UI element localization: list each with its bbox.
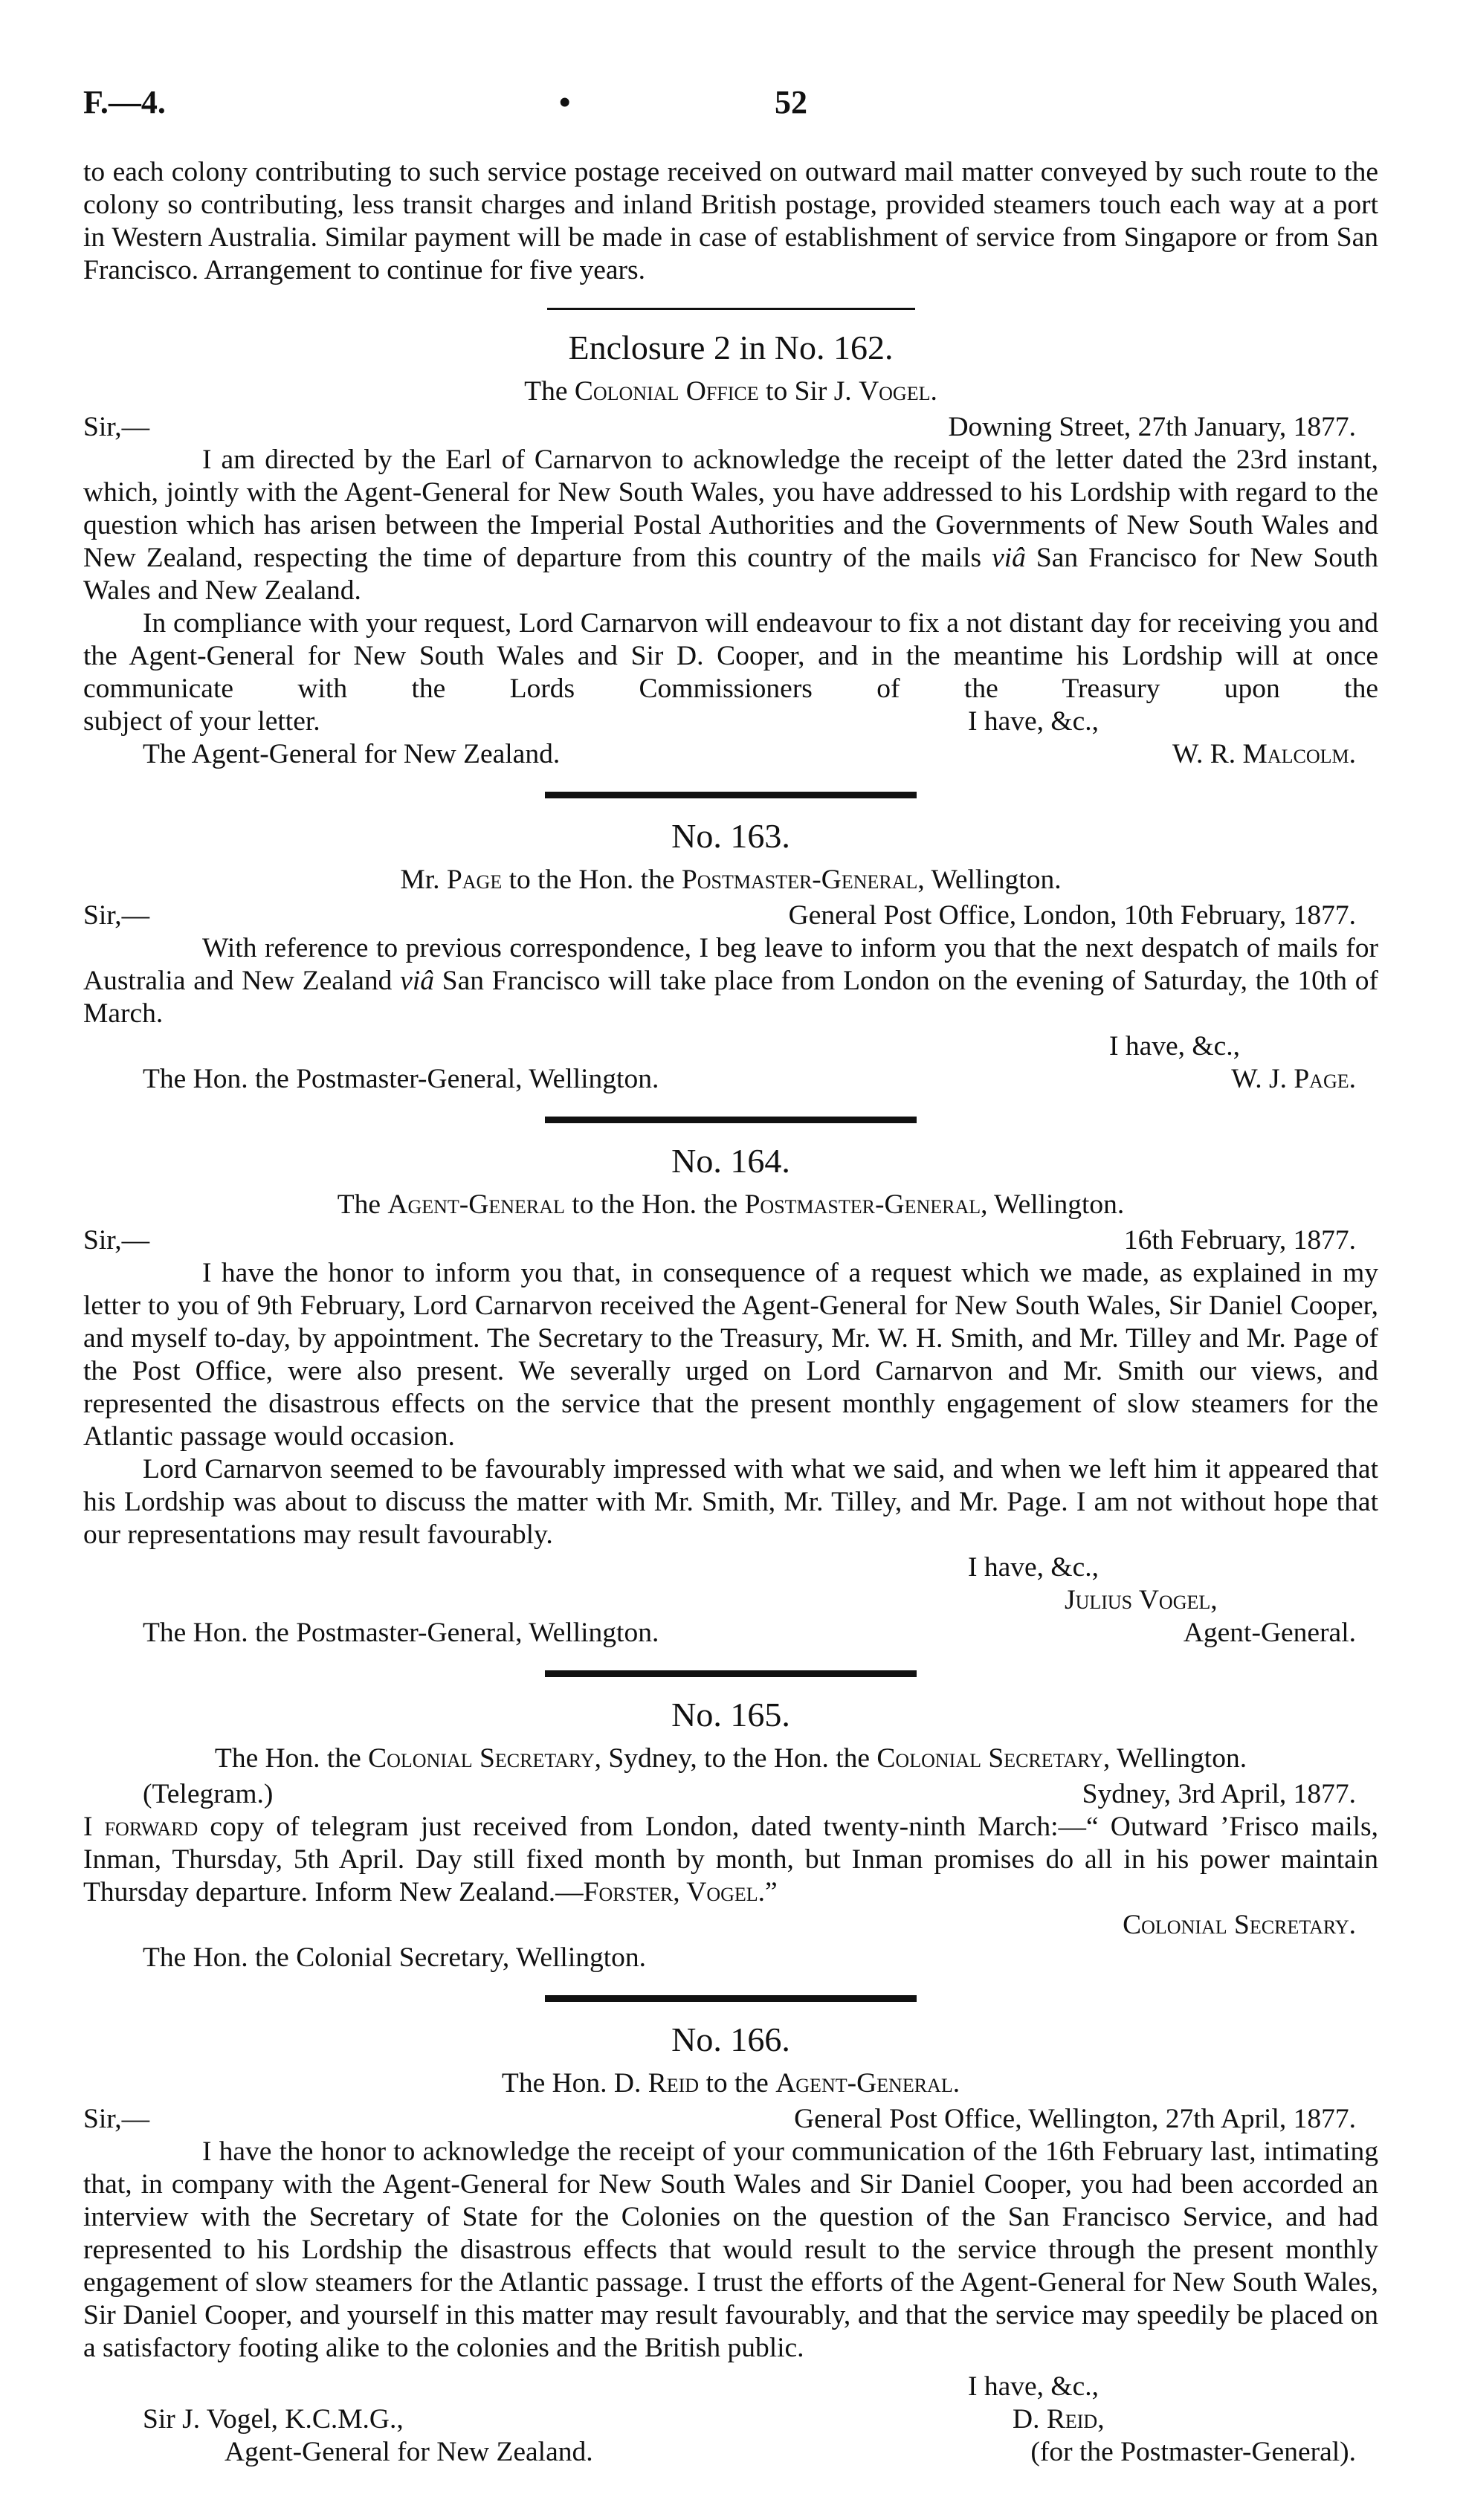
section-subtitle: The Agent-General to the Hon. the Postmaster-General, Wellington. — [337, 1189, 1125, 1220]
salutation-row — [83, 1224, 1378, 1257]
salutation-row — [83, 411, 1378, 444]
section-title: No. 166. — [671, 2020, 790, 2058]
signature: W. R. Malcolm. — [1172, 739, 1356, 769]
place-date: General Post Office, Wellington, 27th April, 1877. — [794, 2104, 1356, 2134]
signature-name: Julius Vogel, — [1065, 1585, 1218, 1615]
header-dot: • — [559, 84, 571, 120]
closing: I have, &c., — [968, 1552, 1099, 1583]
signature-title-row — [83, 2436, 1378, 2469]
section-title: No. 163. — [671, 817, 790, 855]
section-subtitle: Mr. Page to the Hon. the Postmaster-General, Wellington. — [400, 865, 1062, 895]
place-date: Sydney, 3rd April, 1877. — [1082, 1779, 1356, 1809]
letter-paragraph: I forward copy of telegram just received from London, dated twenty-ninth March:—“ Outward ’Frisco mails, Inman, Thursday, 5th April. Day still fixed month by month, but Inman promises do all in his power maintain Thursday departure. Inform New Zealand.—Forster, Vogel.” — [83, 1812, 1379, 1907]
section-divider — [545, 792, 917, 798]
signature-title: Agent-General. — [1183, 1618, 1356, 1648]
signature-row — [83, 738, 1378, 771]
section-title: No. 165. — [671, 1696, 790, 1734]
section-divider — [547, 308, 915, 310]
page-header — [83, 86, 1353, 131]
salutation-row — [83, 2103, 1378, 2136]
signature: D. Reid, — [1013, 2404, 1105, 2435]
letter-paragraph: Lord Carnarvon seemed to be favourably impressed with what we said, and when we left him it appeared that his Lordship was about to discuss the matter with Mr. Smith, Mr. Tilley, and Mr. Page. I am not without hope that our representations may result favourably. — [83, 1454, 1378, 1550]
letter-paragraph: With reference to previous correspondence, I beg leave to inform you that the next despatch of mails for Australia and New Zealand viâ San Francisco will take place from London on the evening of Saturday, the 10th of March. — [83, 933, 1378, 1029]
section-divider — [545, 1117, 917, 1123]
letter-paragraph: I am directed by the Earl of Carnarvon to acknowledge the receipt of the letter dated the 23rd instant, which, jointly with the Agent-General for New South Wales, you have addressed to his Lordship with regard to the question which has arisen between the Imperial Postal Authorities and the Governments of New South Wales and New Zealand, respecting the time of departure from this country of the mails viâ San Francisco for New South Wales and New Zealand. — [83, 445, 1378, 606]
closing-row — [83, 1551, 1378, 1584]
no-166-section — [83, 2018, 1378, 2469]
section-title: No. 164. — [671, 1142, 790, 1180]
signature-row — [83, 1063, 1378, 1096]
letter-paragraph: I have the honor to inform you that, in consequence of a request which we made, as explained in my letter to you of 9th February, Lord Carnarvon received the Agent-General for New South Wales, Sir Daniel Cooper, and myself to-day, by appointment. The Secretary to the Treasury, Mr. W. H. Smith, and Mr. Tilley and Mr. Page of the Post Office, were also present. We severally urged on Lord Carnarvon and Mr. Smith our views, and represented the disastrous effects on the service that the present monthly engagement of slow steamers for the Atlantic passage would occasion. — [83, 1258, 1378, 1452]
addressee: The Hon. the Colonial Secretary, Wellington. — [143, 1942, 647, 1973]
no-163-section — [83, 815, 1378, 1096]
signature-row — [83, 1617, 1378, 1650]
addressee: The Hon. the Postmaster-General, Wellington. — [143, 1618, 659, 1648]
no-165-section — [83, 1693, 1378, 1974]
place-date: Downing Street, 27th January, 1877. — [948, 412, 1356, 442]
no-164-section — [83, 1140, 1378, 1650]
section-title: Enclosure 2 in No. 162. — [568, 329, 894, 366]
section-divider — [545, 1670, 917, 1677]
signature: Colonial Secretary. — [1123, 1910, 1356, 1940]
page-number: 52 — [775, 84, 807, 120]
salutation: Sir,— — [83, 1225, 150, 1256]
addressee-row — [83, 1942, 1378, 1974]
salutation: Sir,— — [83, 900, 150, 931]
closing: I have, &c., — [968, 2371, 1099, 2402]
signature-name-row — [83, 1584, 1378, 1617]
intro-paragraph: to each colony contributing to such service postage received on outward mail matter conveyed by such route to the colony so contributing, less transit charges and inland British postage, provided steamers touch each way at a port in Western Australia. Similar payment will be made in case of establishment of service from Singapore or from San Francisco. Arrangement to continue for five years. — [83, 157, 1378, 285]
closing-row — [83, 705, 1378, 738]
place-date: General Post Office, London, 10th February, 1877. — [788, 900, 1356, 931]
salutation-row — [83, 899, 1378, 932]
telegram-row — [83, 1778, 1378, 1811]
section-subtitle: The Colonial Office to Sir J. Vogel. — [524, 376, 937, 407]
signature-row — [83, 2403, 1378, 2436]
section-subtitle: The Hon. D. Reid to the Agent-General. — [501, 2068, 960, 2099]
letter-date: 16th February, 1877. — [1123, 1225, 1356, 1256]
letter-paragraph: In compliance with your request, Lord Carnarvon will endeavour to fix a not distant day for receiving you and the Agent-General for New South Wales and Sir D. Cooper, and in the meantime his Lordship will at once communicate with the Lords Commissioners of the Treasury upon the — [83, 608, 1378, 704]
letter-paragraph: I have the honor to acknowledge the receipt of your communication of the 16th February last, intimating that, in company with the Agent-General for New South Wales and Sir Daniel Cooper, you had been accorded an interview with the Secretary of State for the Colonies on the question of the San Francisco Service, and had represented to his Lordship the disastrous effects that would result to the service through the present monthly engagement of slow steamers for the Atlantic passage. I trust the efforts of the Agent-General for New South Wales, Sir Daniel Cooper, and yourself in this matter may result favourably, and that the service may speedily be placed on a satisfactory footing alike to the colonies and the British public. — [83, 2136, 1378, 2363]
closing: I have, &c., — [968, 706, 1099, 737]
addressee: The Agent-General for New Zealand. — [143, 739, 561, 769]
salutation: Sir,— — [83, 412, 150, 442]
addressee-title: Agent-General for New Zealand. — [225, 2437, 593, 2467]
document-body — [83, 156, 1378, 2469]
section-divider — [545, 1995, 917, 2002]
enclosure-2-section — [83, 326, 1378, 771]
document-code: F.—4. — [83, 84, 166, 120]
addressee: The Hon. the Postmaster-General, Wellington. — [143, 1064, 659, 1094]
signature: W. J. Page. — [1231, 1064, 1356, 1094]
telegram-label: (Telegram.) — [143, 1779, 274, 1809]
closing: I have, &c., — [1109, 1031, 1240, 1062]
section-subtitle: The Hon. the Colonial Secretary, Sydney, to the Hon. the Colonial Secretary, Wellington. — [214, 1743, 1247, 1774]
signature-note: (for the Postmaster-General). — [1030, 2437, 1356, 2467]
salutation: Sir,— — [83, 2104, 150, 2134]
addressee-name: Sir J. Vogel, K.C.M.G., — [143, 2404, 404, 2435]
signature-row — [83, 1909, 1378, 1942]
closing-row — [83, 2371, 1378, 2403]
closing-row — [83, 1030, 1378, 1063]
letter-text: subject of your letter. — [83, 706, 320, 737]
